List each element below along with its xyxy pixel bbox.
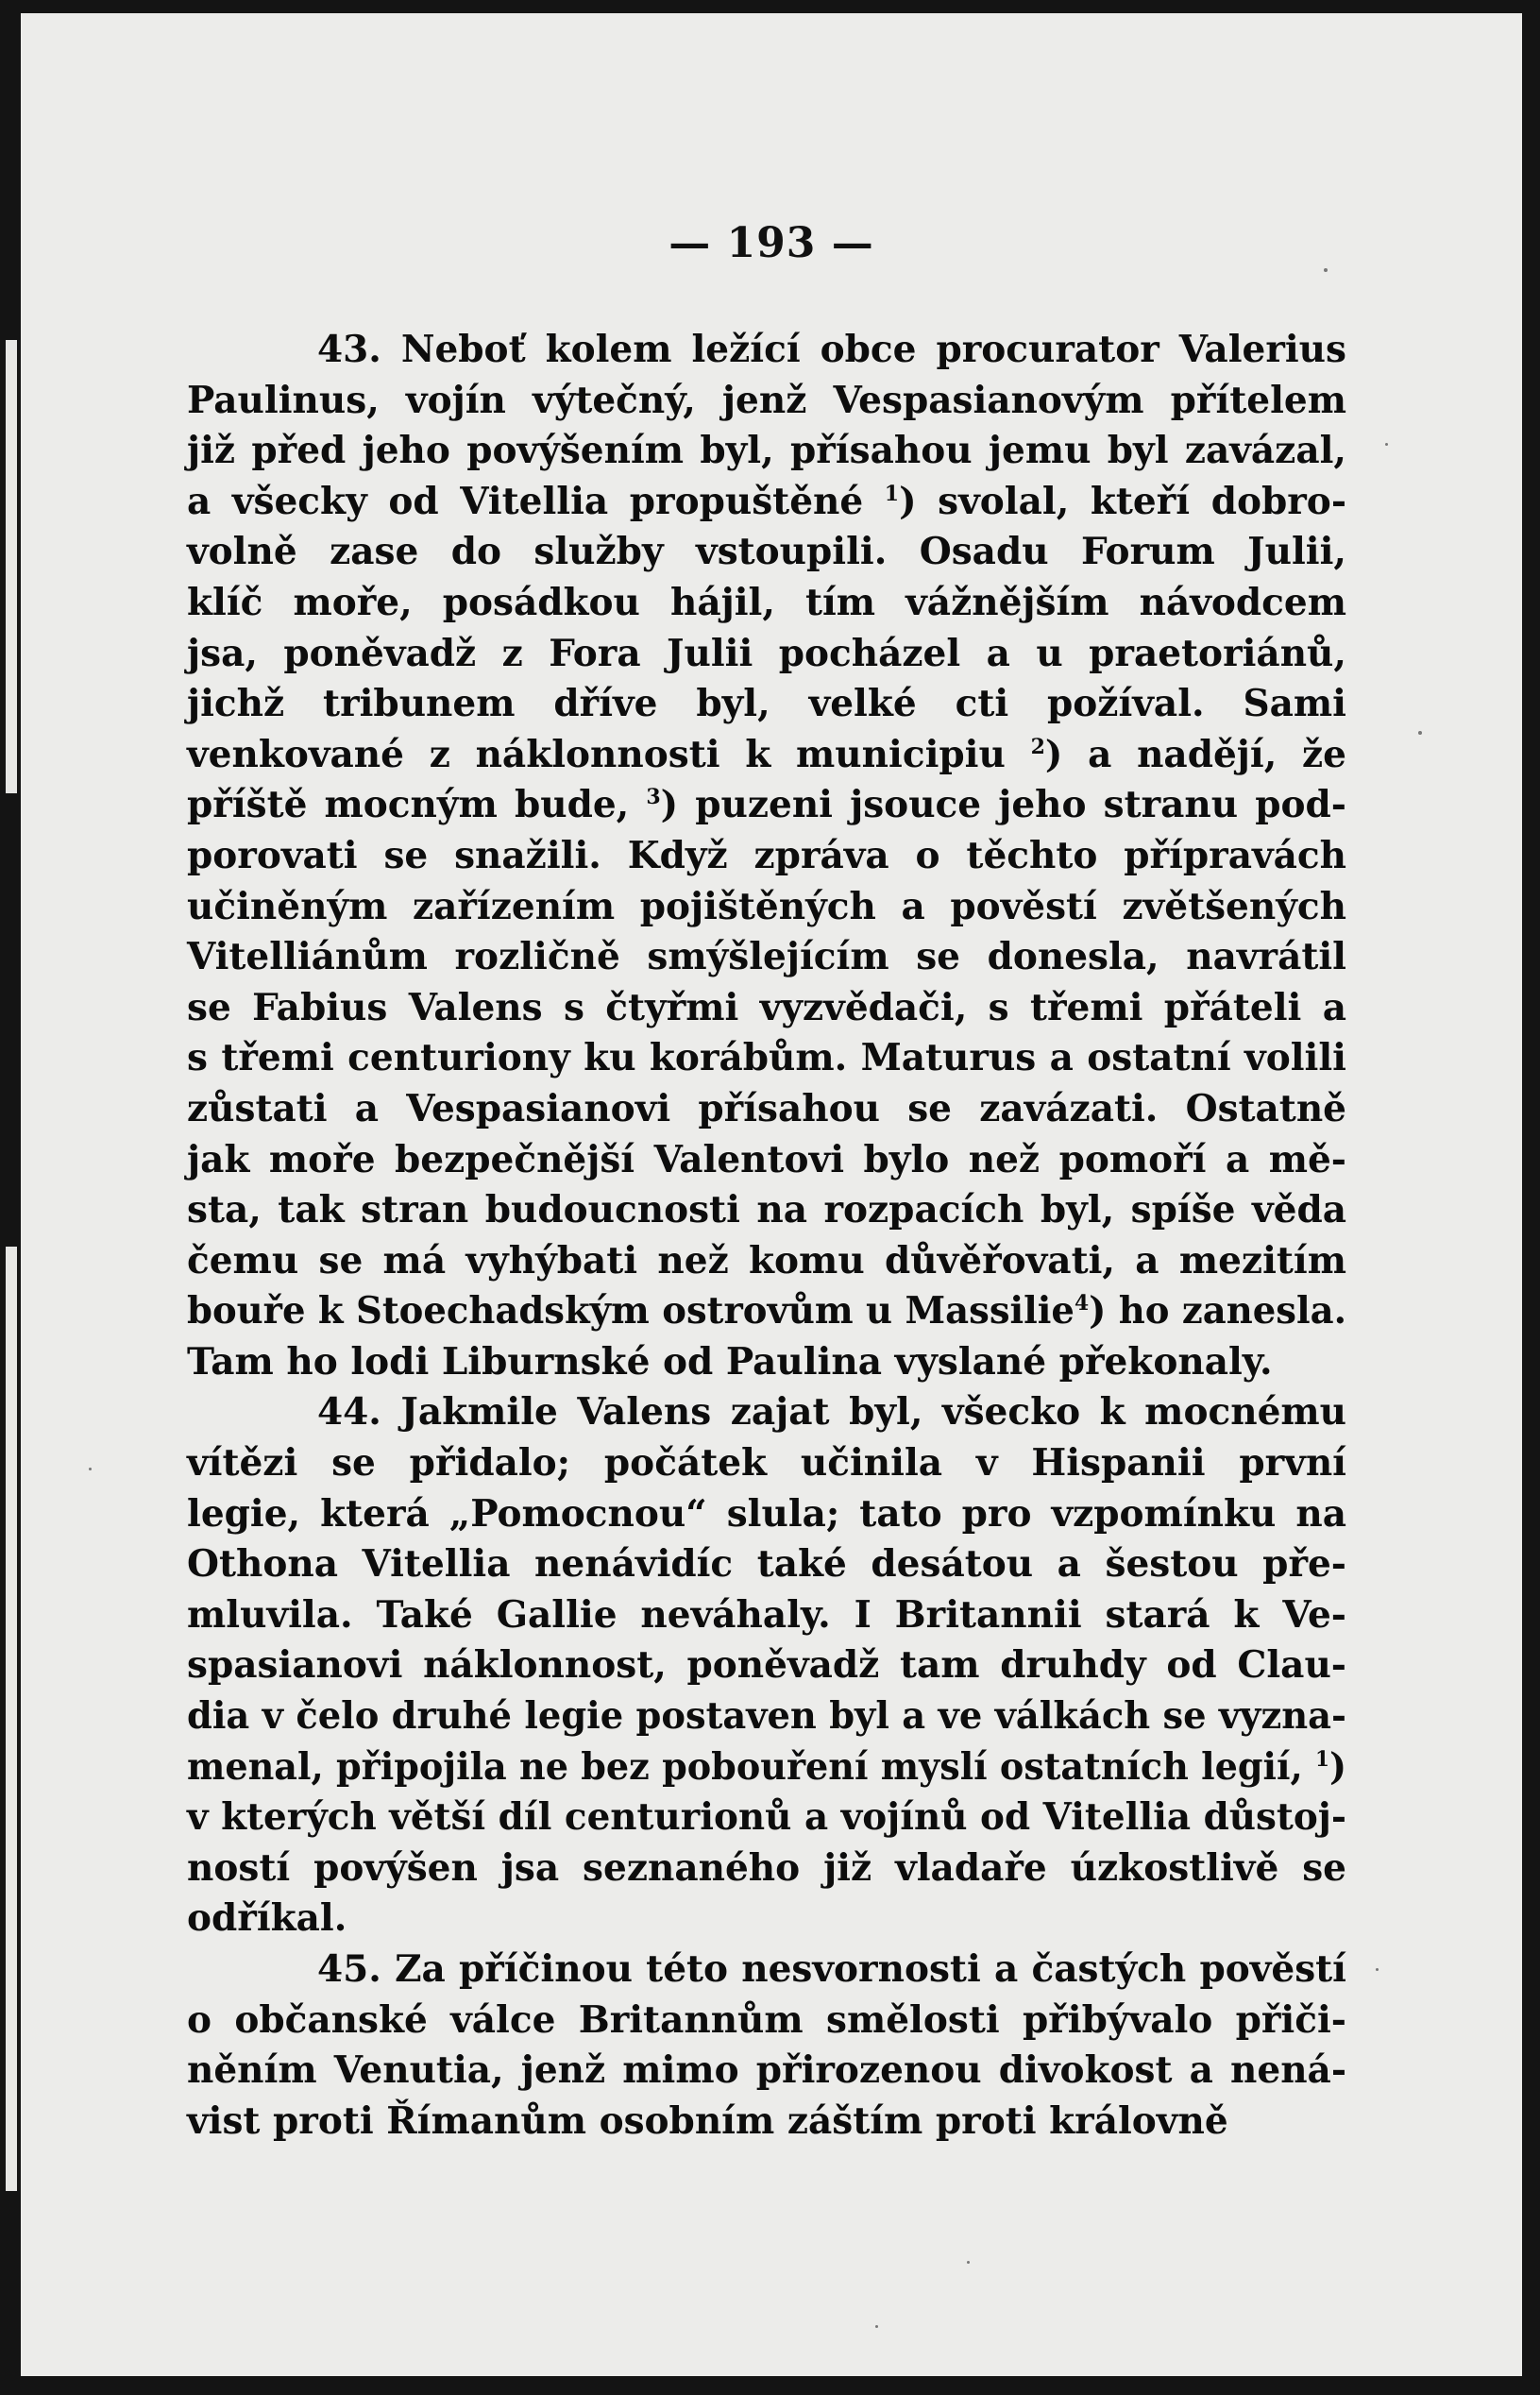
text-line: [187, 325, 1346, 376]
text-line: [187, 831, 1346, 882]
text-line: [187, 376, 1346, 427]
text-run: menal, připojila ne bez pobouření myslí ostatních legií,: [187, 1744, 1315, 1789]
text-run: bouře k Stoechadským ostrovům u Massilie: [187, 1289, 1075, 1333]
text-run: jsa, poněvadž z Fora Julii pocházel a u praetoriánů,: [187, 631, 1346, 675]
text-run: Paulinus, vojín výtečný, jenž Vespasianovým přítelem: [187, 378, 1346, 422]
text-run: vist proti Římanům osobním záštím proti královně: [187, 2098, 1228, 2143]
text-run: Othona Vitellia nenávidíc také desátou a šestou pře-: [187, 1542, 1346, 1587]
text-run: Tam ho lodi Liburnské od Paulina vyslané překonaly.: [187, 1339, 1273, 1384]
text-line: [187, 1236, 1346, 1287]
text-run: legie, která „Pomocnou“ slula; tato pro vzpomínku na: [187, 1491, 1346, 1536]
text-run: čemu se má vyhýbati než komu důvěřovati, a mezitím: [187, 1238, 1346, 1282]
text-line: [187, 629, 1346, 680]
page-number: — 193 —: [668, 219, 874, 267]
scan-speck: [967, 2261, 970, 2264]
text-line: [187, 882, 1346, 933]
text-line: [187, 1033, 1346, 1084]
text-line: [187, 1691, 1346, 1742]
text-line: [187, 1489, 1346, 1540]
footnote-marker: 3: [646, 785, 661, 810]
text-line: [187, 1945, 1346, 1996]
text-line: [187, 1438, 1346, 1489]
scan-speck: [89, 1468, 92, 1470]
text-line: [187, 1185, 1346, 1236]
text-run: venkované z náklonnosti k municipiu: [187, 732, 1031, 776]
text-run: porovati se snažili. Když zpráva o těchto přípravách: [187, 833, 1346, 877]
text-run: a všecky od Vitellia propuštěné: [187, 479, 885, 523]
text-run: o občanské válce Britannům smělosti přibývalo přiči-: [187, 1997, 1346, 2042]
text-run: jichž tribunem dříve byl, velké cti požíval. Sami: [187, 682, 1346, 726]
scan-speck: [875, 2325, 878, 2328]
text-line: [187, 1387, 1346, 1438]
text-run: odříkal.: [187, 1896, 347, 1941]
text-run: sta, tak stran budoucnosti na rozpacích byl, spíše věda: [187, 1188, 1346, 1232]
text-run: vítězi se přidalo; počátek učinila v Hispanii první: [187, 1441, 1346, 1486]
text-run: spasianovi náklonnost, poněvadž tam druhdy od Clau-: [187, 1643, 1346, 1688]
text-run: mluvila. Také Gallie neváhaly. I Britannii stará k Ve-: [187, 1592, 1346, 1637]
footnote-marker: 1: [1314, 1746, 1329, 1772]
text-line: [187, 1337, 1346, 1388]
text-line: [187, 426, 1346, 477]
scan-bottom-edge: [0, 2376, 1540, 2395]
text-run: ností povýšen jsa seznaného již vladaře úzkostlivě se: [187, 1845, 1346, 1890]
scan-left-edge: [0, 0, 21, 2395]
page-body-text: [187, 325, 1346, 2147]
text-line: [187, 2097, 1346, 2148]
text-line: [187, 1590, 1346, 1641]
text-run: volně zase do služby vstoupili. Osadu Forum Julii,: [187, 530, 1346, 574]
text-line: [187, 932, 1346, 983]
text-line: [187, 1792, 1346, 1843]
text-run: dia v čelo druhé legie postaven byl a ve válkách se vyzna-: [187, 1694, 1346, 1739]
text-run: něním Venutia, jenž mimo přirozenou divokost a nená-: [187, 2048, 1346, 2093]
text-run: v kterých větší díl centurionů a vojínů od Vitellia důstoj-: [187, 1795, 1346, 1840]
text-run: jak moře bezpečnější Valentovi bylo než pomoří a mě-: [187, 1137, 1346, 1181]
text-line: [187, 1742, 1346, 1793]
text-line: [187, 1539, 1346, 1590]
scan-top-edge: [0, 0, 1540, 13]
footnote-marker: 4: [1074, 1291, 1090, 1316]
text-run: zůstati a Vespasianovi přísahou se zavázati. Ostatně: [187, 1086, 1346, 1130]
text-line: [187, 2046, 1346, 2097]
text-line: [187, 1894, 1346, 1945]
text-run: ) svolal, kteří dobro-: [899, 479, 1347, 523]
text-run: ) ho zanesla.: [1089, 1289, 1346, 1333]
text-line: [187, 1843, 1346, 1894]
text-run: s třemi centuriony ku korábům. Maturus a ostatní volili: [187, 1036, 1346, 1080]
text-run: 43. Neboť kolem ležící obce procurator Valerius: [317, 328, 1346, 371]
scan-right-edge: [1522, 0, 1540, 2395]
text-run: ) a nadějí, že: [1044, 732, 1346, 776]
text-line: [187, 1640, 1346, 1691]
text-run: 44. Jakmile Valens zajat byl, všecko k mocnému: [317, 1390, 1346, 1435]
text-line: [187, 1996, 1346, 2047]
text-line: [187, 527, 1346, 578]
scan-speck: [1418, 731, 1422, 735]
text-line: [187, 983, 1346, 1034]
text-run: 45. Za příčinou této nesvornosti a častých pověstí: [317, 1947, 1346, 1991]
text-run: Vitelliánům rozličně smýšlejícím se donesla, navrátil: [187, 935, 1346, 979]
footnote-marker: 1: [884, 481, 900, 506]
text-line: [187, 1084, 1346, 1135]
text-line: [187, 730, 1346, 781]
text-run: již před jeho povýšením byl, přísahou jemu byl zavázal,: [187, 429, 1346, 473]
text-run: klíč moře, posádkou hájil, tím vážnějším návodcem: [187, 580, 1346, 624]
text-run: se Fabius Valens s čtyřmi vyzvědači, s třemi přáteli a: [187, 985, 1346, 1029]
text-run: příště mocným bude,: [187, 783, 647, 827]
book-page: [21, 13, 1522, 2376]
text-line: [187, 679, 1346, 730]
text-run: ): [1328, 1744, 1346, 1789]
text-line: [187, 477, 1346, 528]
scan-speck: [1376, 1968, 1379, 1971]
text-line: [187, 1135, 1346, 1186]
scan-speck: [1385, 443, 1388, 446]
scan-speck: [1324, 268, 1328, 272]
text-run: ) puzeni jsouce jeho stranu pod-: [660, 783, 1346, 827]
text-line: [187, 578, 1346, 629]
text-line: [187, 780, 1346, 831]
text-run: učiněným zařízením pojištěných a pověstí zvětšených: [187, 884, 1346, 928]
footnote-marker: 2: [1030, 734, 1045, 759]
text-line: [187, 1286, 1346, 1337]
